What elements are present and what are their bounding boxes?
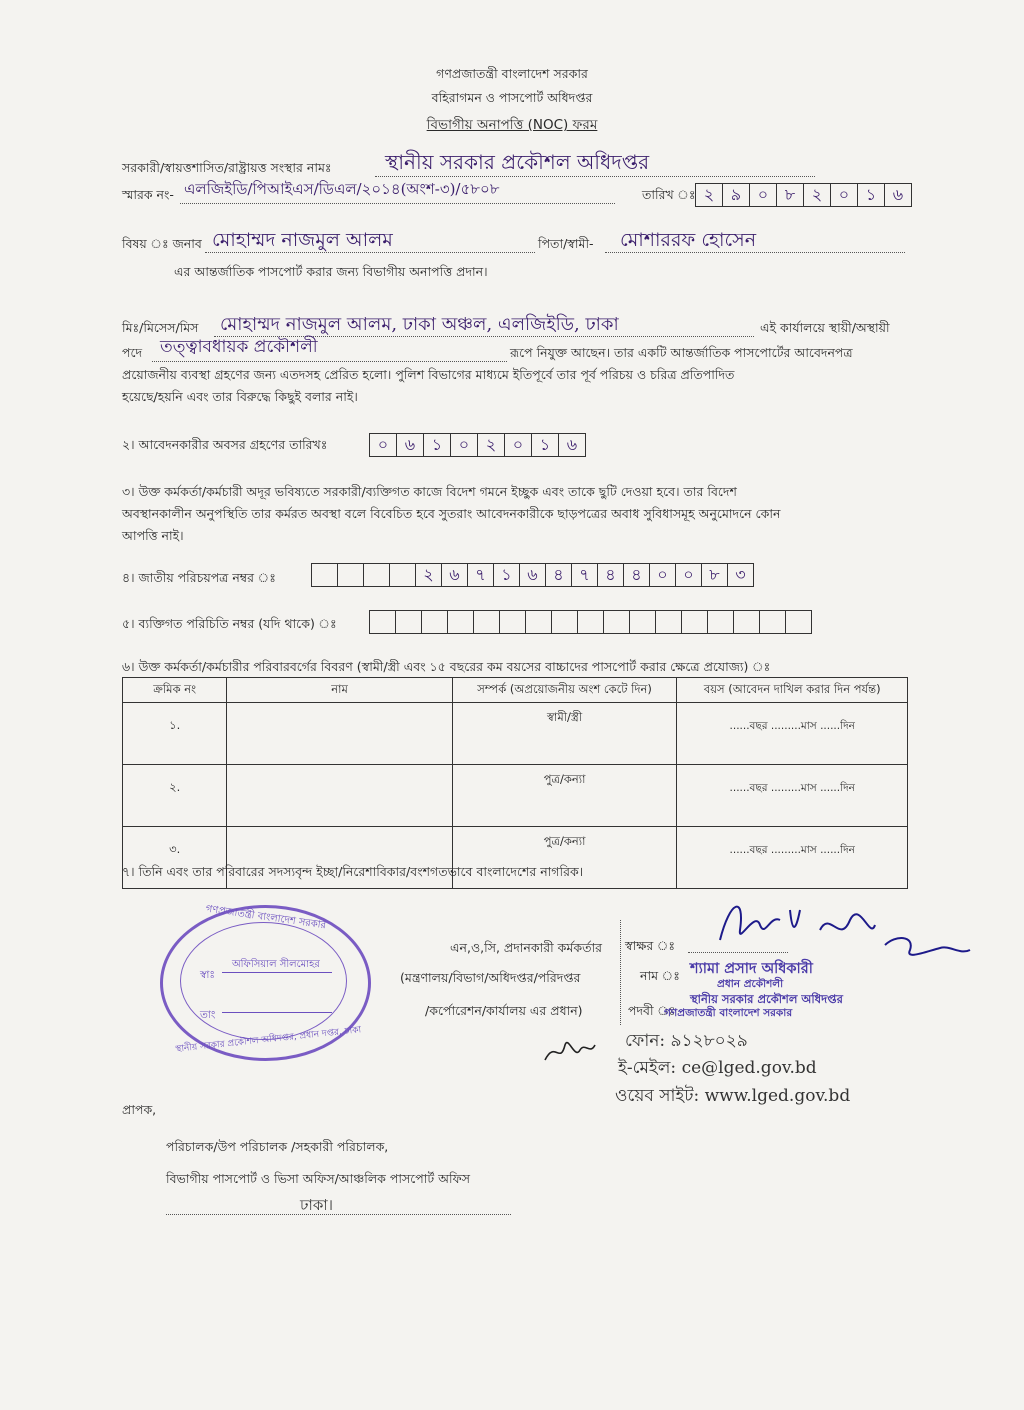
item5-label: ৫। ব্যক্তিগত পরিচিতি নম্বর (যদি থাকে) ঃ [122,616,337,631]
para1-name-value: মোহাম্মদ নাজমুল আলম, ঢাকা অঞ্চল, এলজিইডি, ঢাকা [220,314,619,335]
digit-box: ৬ [441,563,468,587]
item3-line-2: অবস্থানকালীন অনুপস্থিতি তার কর্মরত অবস্থা বলে বিবেচিত হবে সুতরাং আবেদনকারীকে ছাড়পত্রের অবাধ সুবিধাসমূহ অনুমোদনে কোন [122,506,781,521]
digit-box: ৯ [722,183,750,207]
org-label: সরকারী/স্বায়ত্তশাসিত/রাষ্ট্রায়ত্ত সংস্থার নামঃ [122,160,332,175]
issuer-line-3: /কর্পোরেশন/কার্যালয় এর প্রধান) [425,1003,583,1018]
stamp-name: শ্যামা প্রসাদ অধিকারী [690,961,813,977]
digit-box: ৪ [545,563,572,587]
para1-prefix: মিঃ/মিসেস/মিস [122,320,199,335]
row-age: ......বছর .........মাস ......দিন [677,765,908,827]
digit-box [363,563,390,587]
seal-signature-line: স্বাঃ [200,969,216,981]
digit-box [395,610,422,634]
stamp-organization: স্থানীয় সরকার প্রকৌশল অধিদপ্তর [690,992,843,1006]
digit-box [733,610,760,634]
subject-label: বিষয় ঃ জনাব [122,236,202,251]
header-line-2: বহিরাগমন ও পাসপোর্ট অধিদপ্তর [431,90,593,105]
col-age: বয়স (আবেদন দাখিল করার দিন পর্যন্ত) [677,678,908,703]
stamp-designation: প্রধান প্রকৌশলী [717,978,784,990]
personal-id-boxes [370,610,812,634]
digit-box [337,563,364,587]
digit-box [629,610,656,634]
item4-label: ৪। জাতীয় পরিচয়পত্র নম্বর ঃ [122,570,276,585]
digit-box: ৮ [776,183,804,207]
father-value: মোশাররফ হোসেন [620,229,757,251]
digit-box [551,610,578,634]
recipient-line-2: বিভাগীয় পাসপোর্ট ও ভিসা অফিস/আঞ্চলিক পাসপোর্ট অফিস [166,1171,470,1186]
digit-box: ৪ [597,563,624,587]
family-table [122,677,908,889]
subject-line-2: এর আন্তর্জাতিক পাসপোর্ট করার জন্য বিভাগীয় অনাপত্তি প্রদান। [174,264,488,279]
digit-box: ৬ [396,433,424,457]
issuer-divider [620,920,622,1025]
digit-box: ৭ [571,563,598,587]
table-row [123,703,908,765]
name-label: নাম ঃ [640,968,680,983]
org-value: স্থানীয় সরকার প্রকৌশল অধিদপ্তর [385,150,650,174]
para1-line-3: প্রয়োজনীয় ব্যবস্থা গ্রহণের জন্য এতদসহ প্রেরিত হলো। পুলিশ বিভাগের মাধ্যমে ইতিপূর্বে তার পূর্ব পরিচয় ও চরিত্র প্রতিপাদিত [122,367,735,382]
item6-label: ৬। উক্ত কর্মকর্তা/কর্মচারীর পরিবারবর্গের বিবরণ (স্বামী/স্ত্রী এবং ১৫ বছরের কম বয়সের বাচ্চাদের পাসপোর্ট করার ক্ষেত্রে প্রযোজ্য) ঃ [122,659,771,674]
digit-box: ০ [450,433,478,457]
digit-box: ৬ [558,433,586,457]
digit-box: ০ [649,563,676,587]
issuer-line-2: (মন্ত্রণালয়/বিভাগ/অধিদপ্তর/পরিদপ্তর [400,970,581,985]
digit-box [369,610,396,634]
para1-line-4: হয়েছে/হয়নি এবং তার বিরুদ্ধে কিছুই বলার নাই। [122,389,358,404]
form-title: বিভাগীয় অনাপত্তি (NOC) ফরম [426,117,598,133]
digit-box [655,610,682,634]
item3-line-3: আপত্তি নাই। [122,528,184,543]
row-relation: পুত্র/কন্যা [452,765,677,827]
issuer-line-1: এন,ও,সি, প্রদানকারী কর্মকর্তার [450,940,602,955]
para1-post-value: তত্ত্বাবধায়ক প্রকৌশলী [160,337,318,357]
digit-box: ১ [423,433,451,457]
col-name: নাম [227,678,452,703]
digit-box [389,563,416,587]
col-relation: সম্পর্ক (অপ্রয়োজনীয় অংশ কেটে দিন) [452,678,677,703]
sign-label: স্বাক্ষর ঃ [625,938,676,953]
digit-box [421,610,448,634]
digit-box: ১ [531,433,559,457]
seal-office: অফিসিয়াল সীলমোহর [232,959,320,970]
contact-web: ওয়েব সাইট: www.lged.gov.bd [615,1086,851,1106]
row-age: ......বছর .........মাস ......দিন [677,703,908,765]
row-name [227,703,452,765]
seal-ring-bottom: স্থানীয় সরকার প্রকৌশল অধিদপ্তর, প্রধান দপ্তর, ঢাকা [175,1025,362,1055]
memo-label: স্মারক নং- [122,187,174,202]
digit-box: ১ [493,563,520,587]
father-label: পিতা/স্বামী- [538,236,594,251]
table-row [123,765,908,827]
para1-suffix: এই কার্যালয়ে স্থায়ী/অস্থায়ী [760,320,890,335]
digit-box [759,610,786,634]
row-serial: ৩. [123,827,227,889]
digit-box: ২ [803,183,831,207]
digit-box: ৩ [727,563,754,587]
digit-box: ২ [695,183,723,207]
header-line-1: গণপ্রজাতন্ত্রী বাংলাদেশ সরকার [436,66,588,81]
designation-label: পদবী ঃ [628,1003,676,1018]
subject-name: মোহাম্মদ নাজমুল আলম [212,229,393,251]
initial-scribble [540,1030,600,1070]
item3-line-1: ৩। উক্ত কর্মকর্তা/কর্মচারী অদূর ভবিষ্যতে সরকারী/ব্যক্তিগত কাজে বিদেশ গমনে ইচ্ছুক এবং তাকে ছুটি দেওয়া হবে। তার বিদেশ [122,484,737,499]
digit-box: ৮ [701,563,728,587]
row-name [227,765,452,827]
digit-box: ০ [830,183,858,207]
contact-phone: ফোন: ৯১২৮০২৯ [625,1031,748,1051]
digit-box [473,610,500,634]
recipient-dotted-line [166,1214,511,1215]
digit-box: ৬ [884,183,912,207]
contact-email: ই-মেইল: ce@lged.gov.bd [618,1058,817,1078]
seal-ring-top: গণপ্রজাতন্ত্রী বাংলাদেশ সরকার [204,903,327,932]
digit-box [447,610,474,634]
para1-post-suffix: রূপে নিযুক্ত আছেন। তার একটি আন্তর্জাতিক পাসপোর্টের আবেদনপত্র [510,345,853,360]
memo-date-boxes [696,183,912,207]
recipient-label: প্রাপক, [122,1102,157,1117]
para1-post-label: পদে [122,345,143,360]
digit-box: ৪ [623,563,650,587]
digit-box: ৬ [519,563,546,587]
digit-box: ০ [675,563,702,587]
digit-box [577,610,604,634]
digit-box: ০ [369,433,397,457]
item7-text: ৭। তিনি এবং তার পরিবারের সদস্যবৃন্দ ইচ্ছা/নিরেশাবিকার/বংশগতভাবে বাংলাদেশের নাগরিক। [122,864,584,879]
recipient-line-1: পরিচালক/উপ পরিচালক /সহকারী পরিচালক, [166,1139,389,1154]
digit-box: ২ [477,433,505,457]
col-serial: ক্রমিক নং [123,678,227,703]
row-relation: স্বামী/স্ত্রী [452,703,677,765]
date-label: তারিখ ঃ [642,187,696,202]
digit-box: ২ [415,563,442,587]
row-serial: ১. [123,703,227,765]
item2-label: ২। আবেদনকারীর অবসর গ্রহণের তারিখঃ [122,437,328,452]
digit-box [499,610,526,634]
row-serial: ২. [123,765,227,827]
digit-box [785,610,812,634]
digit-box: ০ [749,183,777,207]
digit-box [603,610,630,634]
digit-box [311,563,338,587]
row-age: ......বছর .........মাস ......দিন [677,827,908,889]
digit-box [525,610,552,634]
memo-value: এলজিইডি/পিআইএস/ডিএল/২০১৪(অংশ-৩)/৫৮০৮ [184,180,500,198]
digit-box [681,610,708,634]
row-relation: পুত্র/কন্যা [452,827,677,889]
digit-box: ০ [504,433,532,457]
nid-number-boxes [312,563,754,587]
digit-box [707,610,734,634]
digit-box: ৭ [467,563,494,587]
stamp-government: গণপ্রজাতন্ত্রী বাংলাদেশ সরকার [664,1007,793,1019]
digit-box: ১ [857,183,885,207]
seal-date-line: তাং [200,1009,216,1021]
retirement-date-boxes [370,433,586,457]
recipient-city: ঢাকা। [300,1196,334,1214]
seal-date-rule [222,1012,332,1013]
memo-dotted-line [180,203,615,204]
